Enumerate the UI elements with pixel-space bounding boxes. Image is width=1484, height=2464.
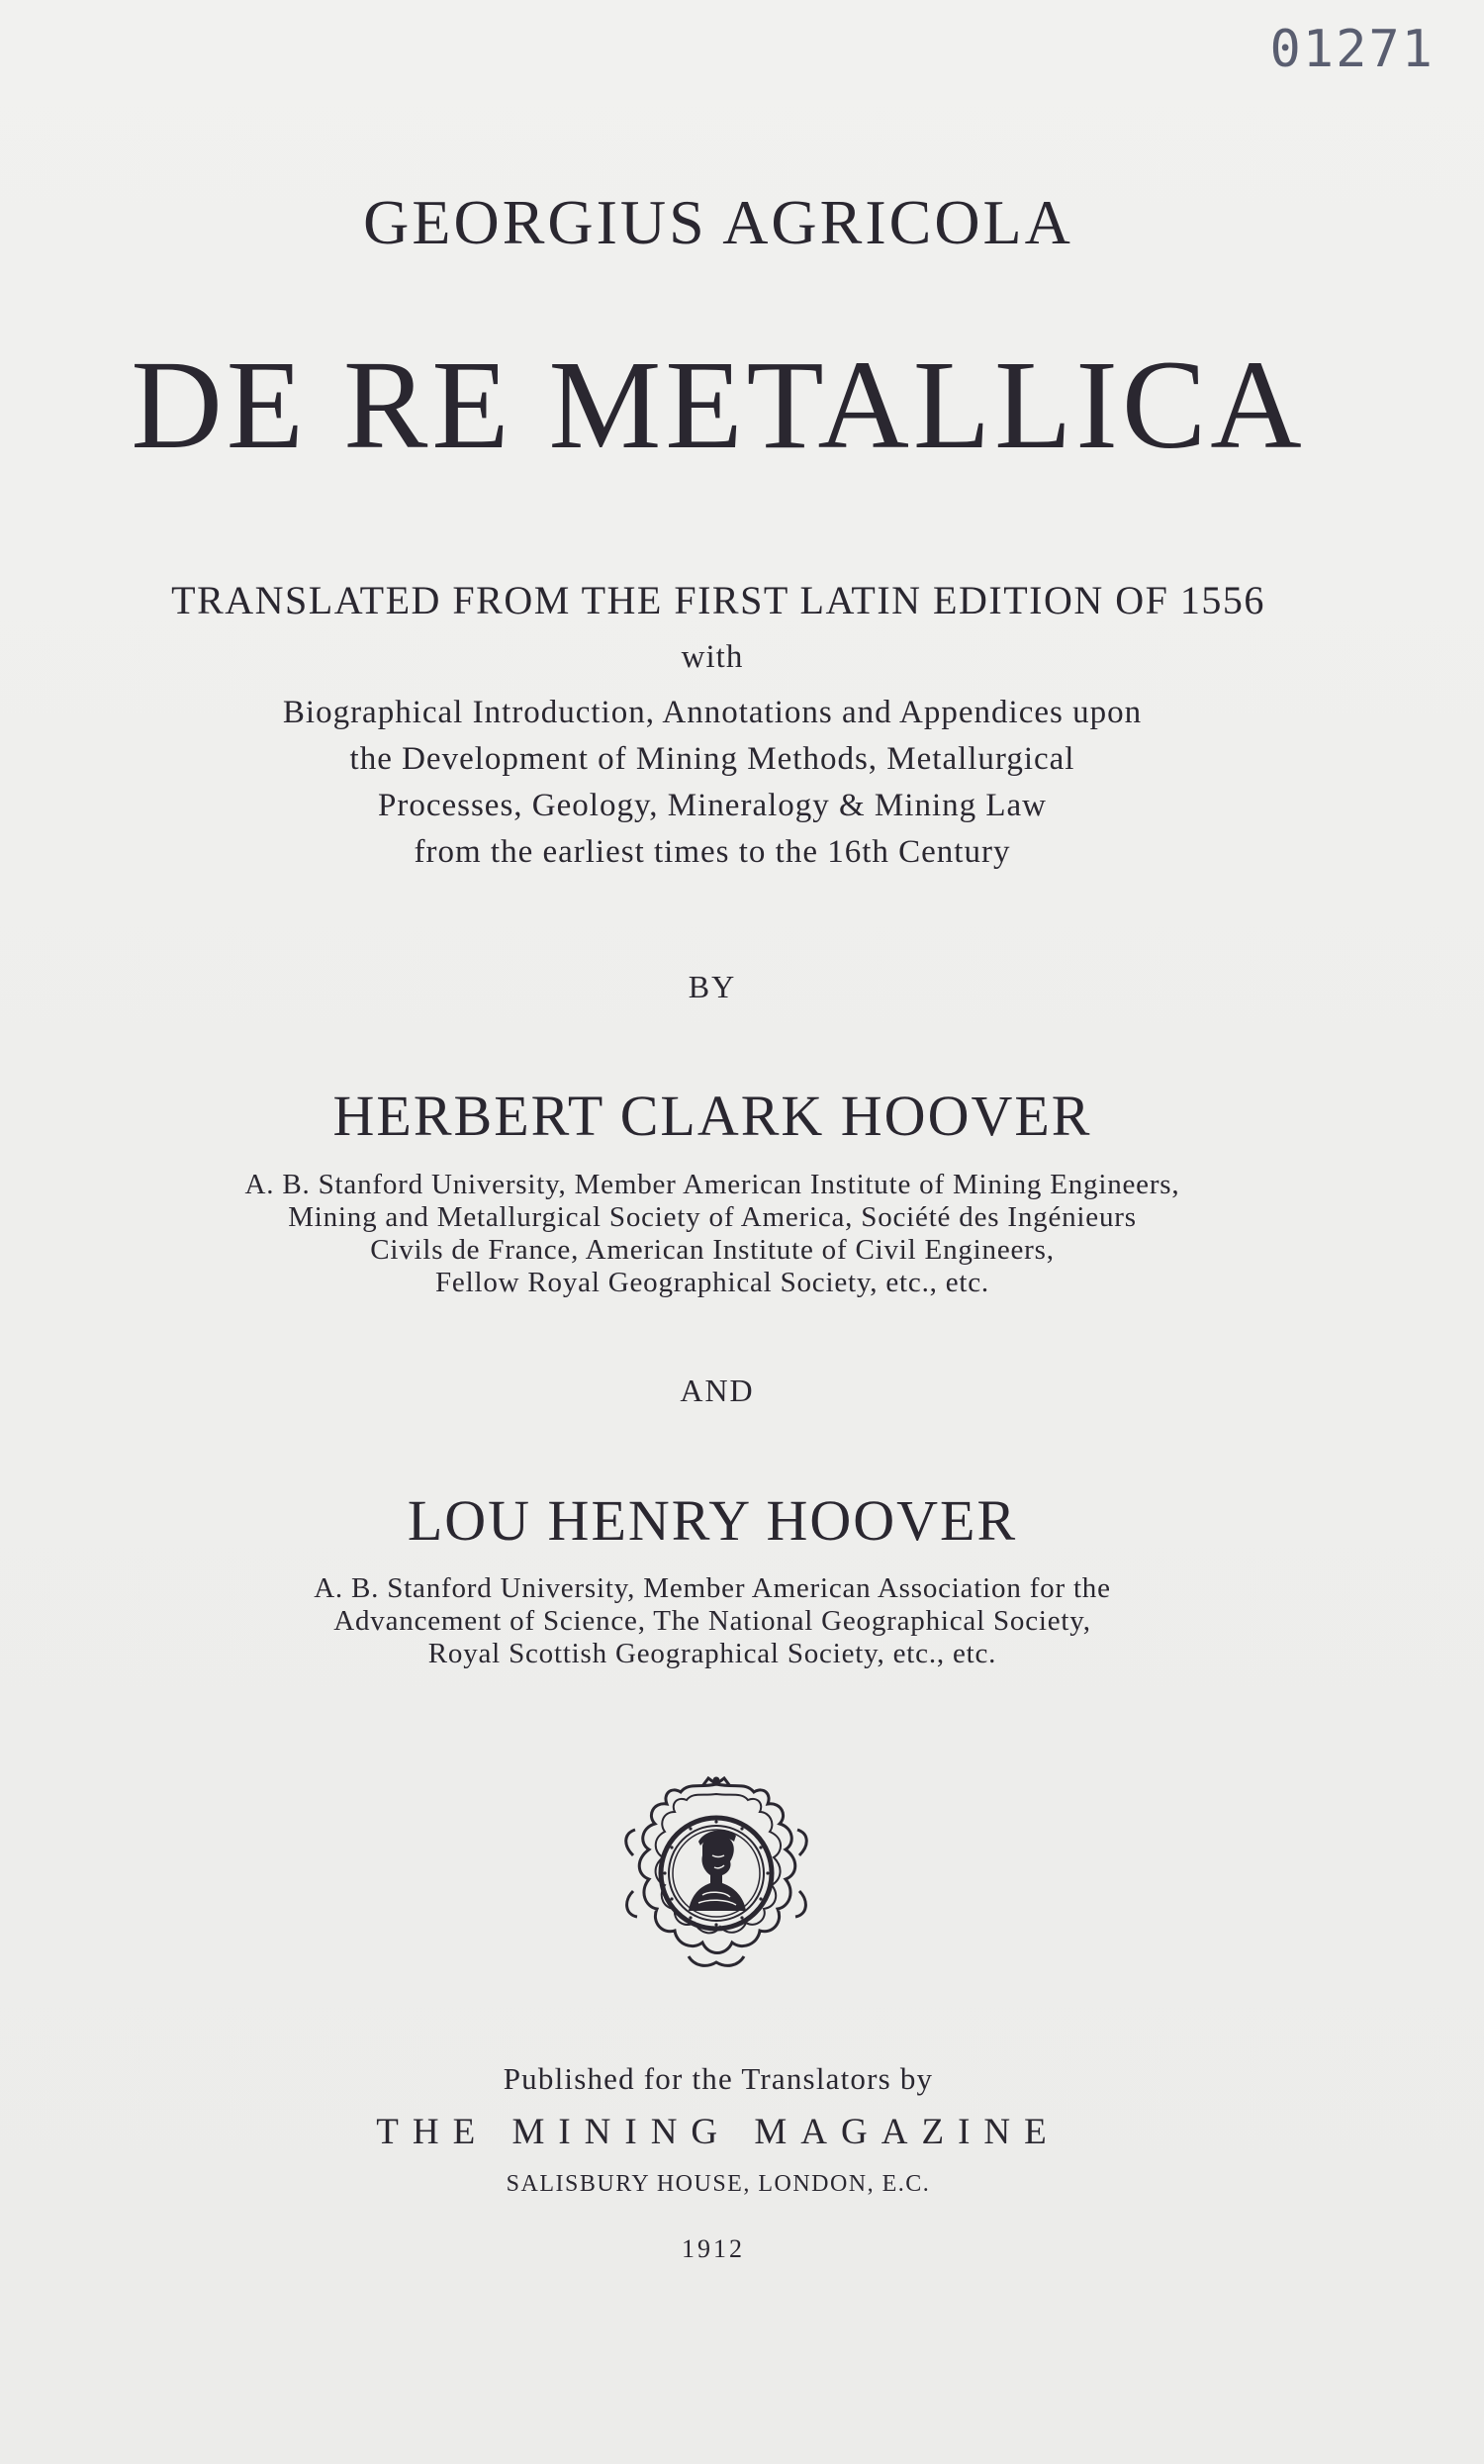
description-line: from the earliest times to the 16th Century — [414, 834, 1011, 870]
credential-line: Advancement of Science, The National Geographical Society, — [333, 1605, 1091, 1637]
translator-credentials-herbert — [0, 1169, 1425, 1299]
and-label: AND — [680, 1373, 755, 1408]
description-line: Processes, Geology, Mineralogy & Mining Law — [377, 788, 1047, 823]
publisher-address: SALISBURY HOUSE, LONDON, E.C. — [506, 2171, 931, 2197]
translator-name-herbert: HERBERT CLARK HOOVER — [332, 1084, 1092, 1148]
translator-credentials-lou — [0, 1572, 1425, 1670]
publication-year: 1912 — [682, 2234, 745, 2263]
credential-line: A. B. Stanford University, Member American Institute of Mining Engineers, — [244, 1169, 1180, 1200]
subtitle: TRANSLATED FROM THE FIRST LATIN EDITION OF 1556 — [171, 578, 1265, 622]
publisher-name: THE MINING MAGAZINE — [376, 2112, 1061, 2152]
by-label: BY — [688, 969, 737, 1004]
portrait-medallion-icon — [619, 1776, 813, 1970]
credential-line: A. B. Stanford University, Member American Association for the — [314, 1572, 1111, 1604]
credential-line: Fellow Royal Geographical Society, etc., etc. — [435, 1267, 989, 1298]
catalog-stamp: 01271 — [1269, 20, 1435, 79]
original-author: GEORGIUS AGRICOLA — [363, 187, 1073, 257]
book-title: DE RE METALLICA — [131, 334, 1306, 475]
description-line: Biographical Introduction, Annotations and Appendices upon — [282, 695, 1143, 730]
description-block — [0, 690, 1425, 876]
description-line: the Development of Mining Methods, Metallurgical — [349, 741, 1075, 777]
publisher-intro: Published for the Translators by — [503, 2061, 934, 2096]
credential-line: Mining and Metallurgical Society of America, Société des Ingénieurs — [288, 1201, 1137, 1233]
credential-line: Royal Scottish Geographical Society, etc., etc. — [427, 1638, 997, 1669]
translator-name-lou: LOU HENRY HOOVER — [407, 1488, 1018, 1553]
with-label: with — [681, 639, 744, 675]
credential-line: Civils de France, American Institute of Civil Engineers, — [370, 1234, 1055, 1266]
